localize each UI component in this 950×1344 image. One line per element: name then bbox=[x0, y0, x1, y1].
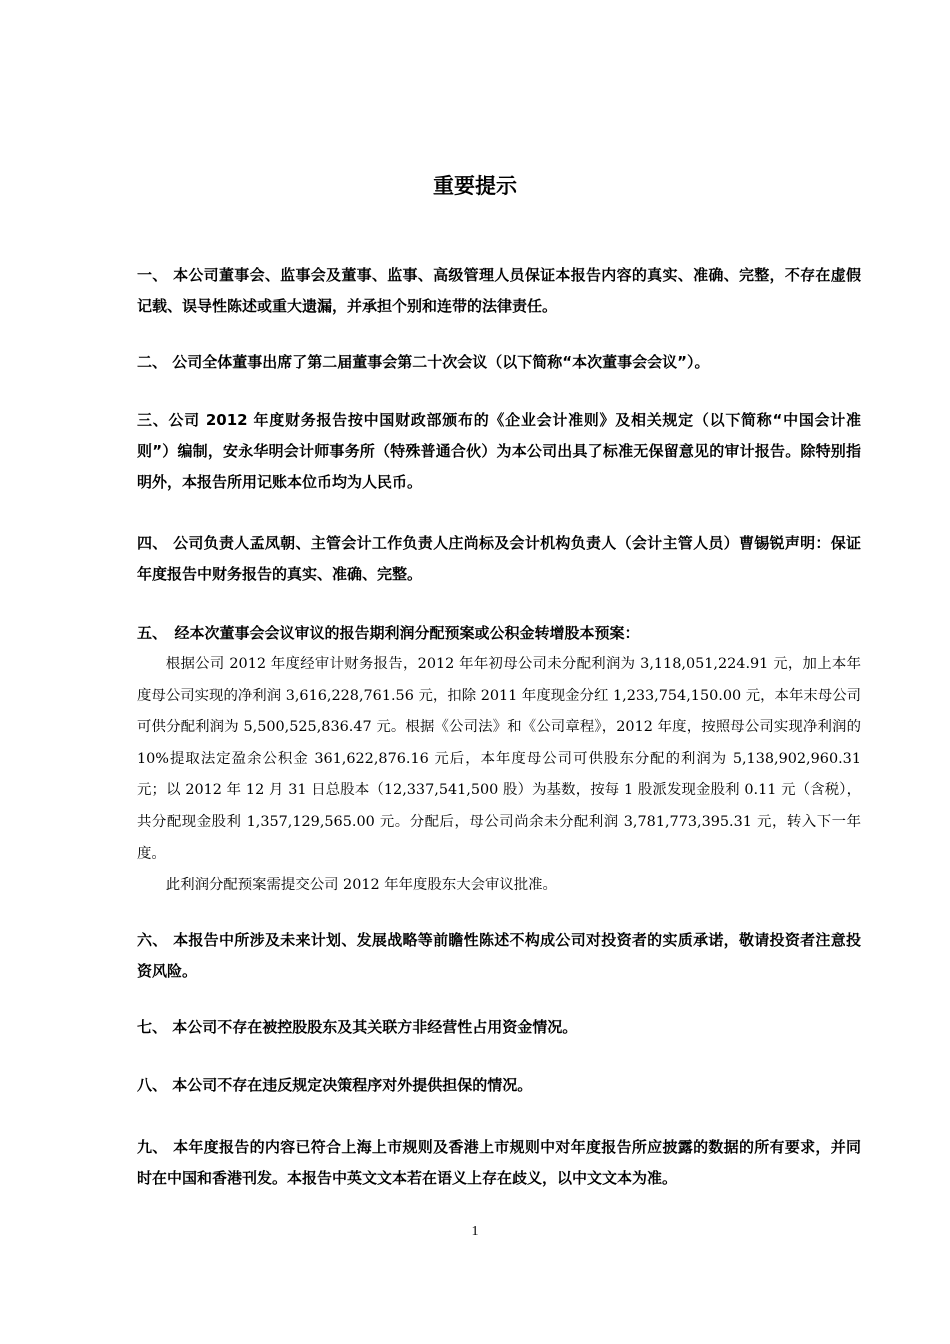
notice-item-9: 九、 本年度报告的内容已符合上海上市规则及香港上市规则中对年度报告所应披露的数据的所有要求，并同时在中国和香港刊发。本报告中英文文本若在语义上存在歧义，以中文文本为准。 bbox=[137, 1138, 861, 1187]
profit-distribution-paragraph: 根据公司 2012 年度经审计财务报告，2012 年年初母公司未分配利润为 3,118,051,224.91 元，加上本年度母公司实现的净利润 3,616,228,761.56 元，扣除 2011 年度现金分红 1,233,754,150.00 元，本年末母公司可供分配利润为 5,500,525,836.47 元。根据《公司法》和《公司章程》，2012 年度，按照母公司实现净利润的 10%提取法定盈余公积金 361,622,876.16 元后，本年度母公司可供股东分配的利润为 5,138,902,960.31 元；以 2012 年 12 月 31 日总股本（12,337,541,500 股）为基数，按每 1 股派发现金股利 0.11 元（含税），共分配现金股利 1,357,129,565.00 元。分配后，母公司尚余未分配利润 3,781,773,395.31 元，转入下一年度。 bbox=[137, 656, 861, 862]
notice-item-2: 二、 公司全体董事出席了第二届董事会第二十次会议（以下简称“本次董事会会议”）。 bbox=[137, 353, 710, 371]
notice-item-3: 三、公司 2012 年度财务报告按中国财政部颁布的《企业会计准则》及相关规定（以下简称“中国会计准则”）编制，安永华明会计师事务所（特殊普通合伙）为本公司出具了标准无保留意见的审计报告。除特别指明外，本报告所用记账本位币均为人民币。 bbox=[137, 411, 861, 491]
notice-item-6: 六、 本报告中所涉及未来计划、发展战略等前瞻性陈述不构成公司对投资者的实质承诺，敬请投资者注意投资风险。 bbox=[137, 931, 861, 980]
notice-item-1: 一、 本公司董事会、监事会及董事、监事、高级管理人员保证本报告内容的真实、准确、完整，不存在虚假记载、误导性陈述或重大遗漏，并承担个别和连带的法律责任。 bbox=[137, 266, 861, 315]
approval-note: 此利润分配预案需提交公司 2012 年年度股东大会审议批准。 bbox=[165, 877, 557, 893]
notice-item-8: 八、 本公司不存在违反规定决策程序对外提供担保的情况。 bbox=[137, 1076, 533, 1094]
notice-item-7: 七、 本公司不存在被控股股东及其关联方非经营性占用资金情况。 bbox=[137, 1018, 578, 1036]
page-number: 1 bbox=[471, 1224, 479, 1239]
page-title: 重要提示 bbox=[433, 174, 517, 198]
notice-item-4: 四、 公司负责人孟凤朝、主管会计工作负责人庄尚标及会计机构负责人（会计主管人员）曹锡锐声明：保证年度报告中财务报告的真实、准确、完整。 bbox=[137, 534, 861, 583]
notice-item-5: 五、 经本次董事会会议审议的报告期利润分配预案或公积金转增股本预案： bbox=[137, 624, 640, 642]
